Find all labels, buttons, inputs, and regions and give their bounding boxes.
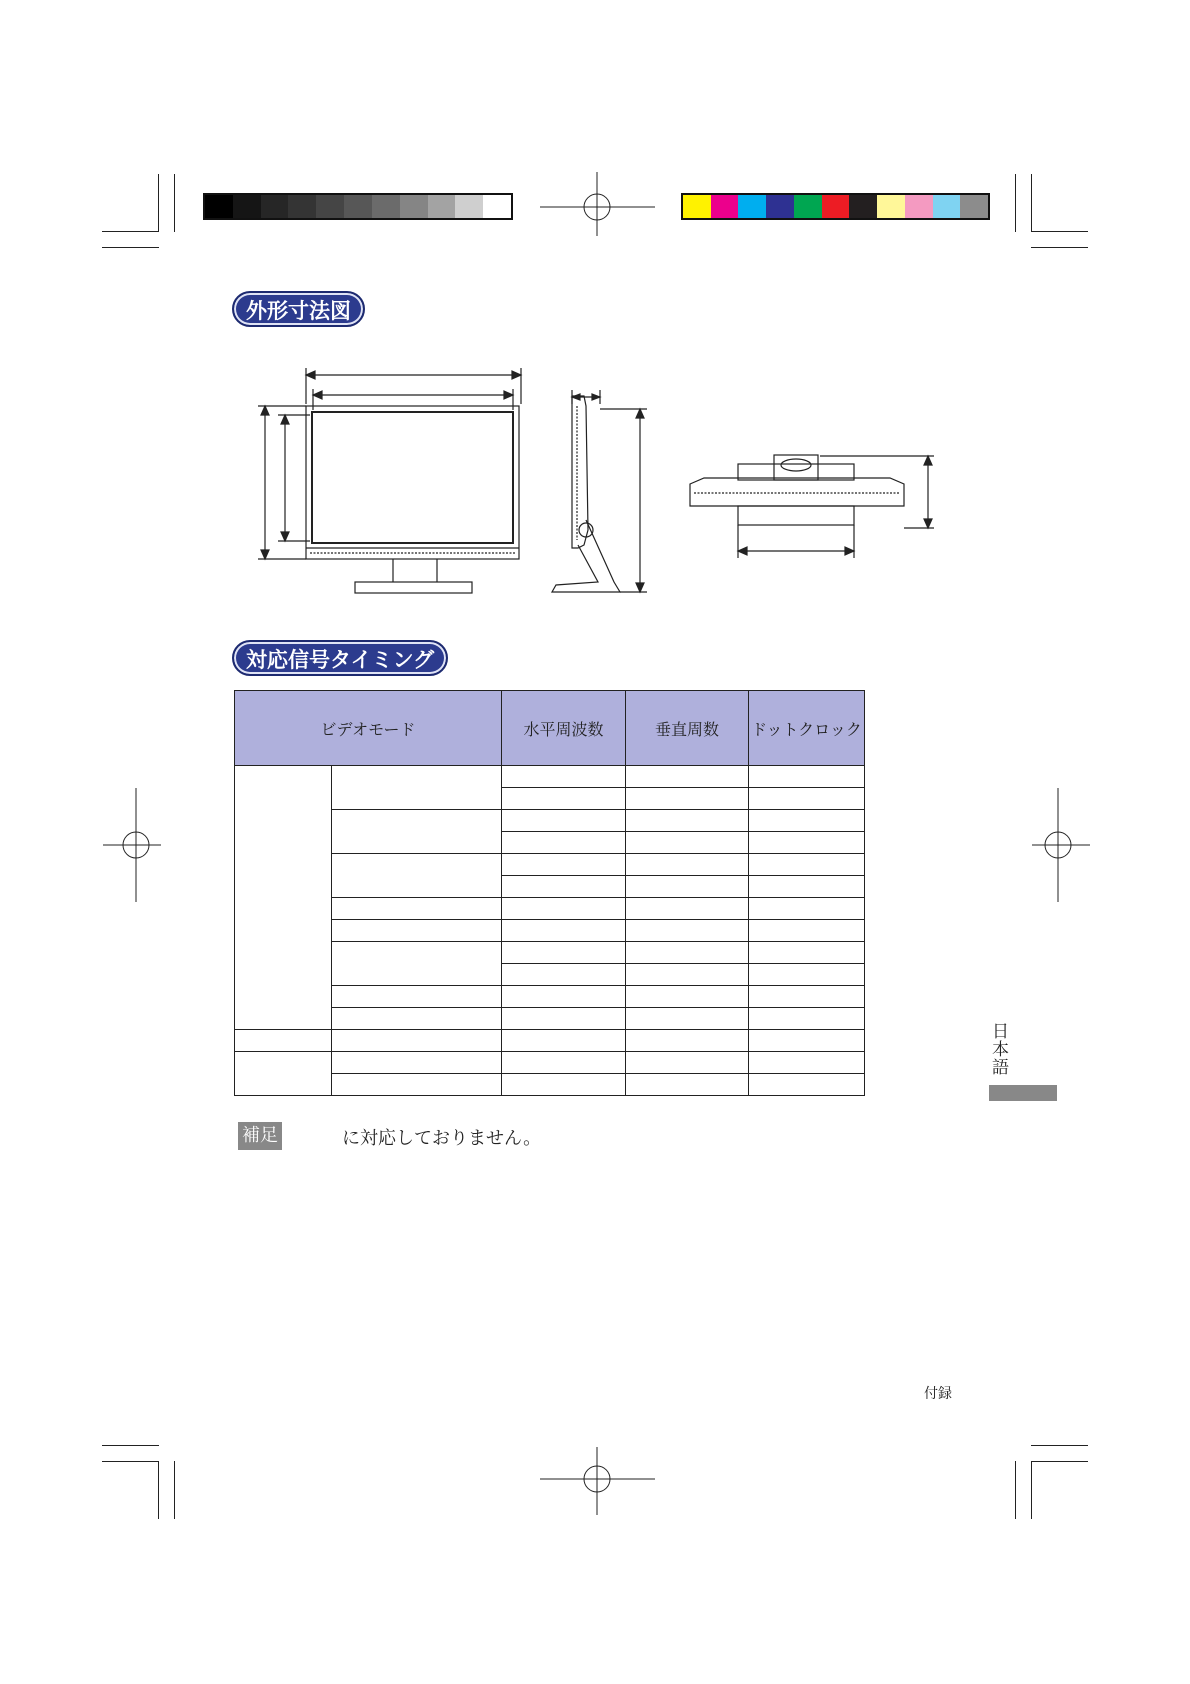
language-side-label: 日本語	[988, 1022, 1008, 1076]
page-section-label: 付録	[924, 1386, 952, 1402]
table-row	[235, 766, 865, 788]
table-row	[235, 1030, 865, 1052]
table-header-row	[235, 691, 865, 766]
header-h-freq: 水平周波数	[502, 691, 626, 766]
timing-table	[234, 690, 865, 1096]
top-view-monitor	[690, 455, 904, 525]
front-width-arrows	[306, 368, 521, 410]
header-dot-clock: ドットクロック	[749, 691, 865, 766]
side-dimension-arrows	[572, 390, 647, 592]
header-v-freq: 垂直周数	[626, 691, 749, 766]
timing-heading: 対応信号タイミング	[232, 640, 448, 676]
header-video-mode: ビデオモード	[235, 691, 502, 766]
table-row	[235, 1052, 865, 1074]
front-view-monitor	[306, 406, 519, 593]
side-view-monitor	[552, 396, 620, 592]
dimensions-heading: 外形寸法図	[232, 291, 365, 327]
front-height-arrows	[258, 406, 310, 559]
note-text: に対応しておりません。	[342, 1128, 542, 1149]
note-badge: 補足	[238, 1122, 282, 1150]
top-dimension-arrows	[738, 456, 934, 558]
language-side-bar	[989, 1085, 1057, 1101]
